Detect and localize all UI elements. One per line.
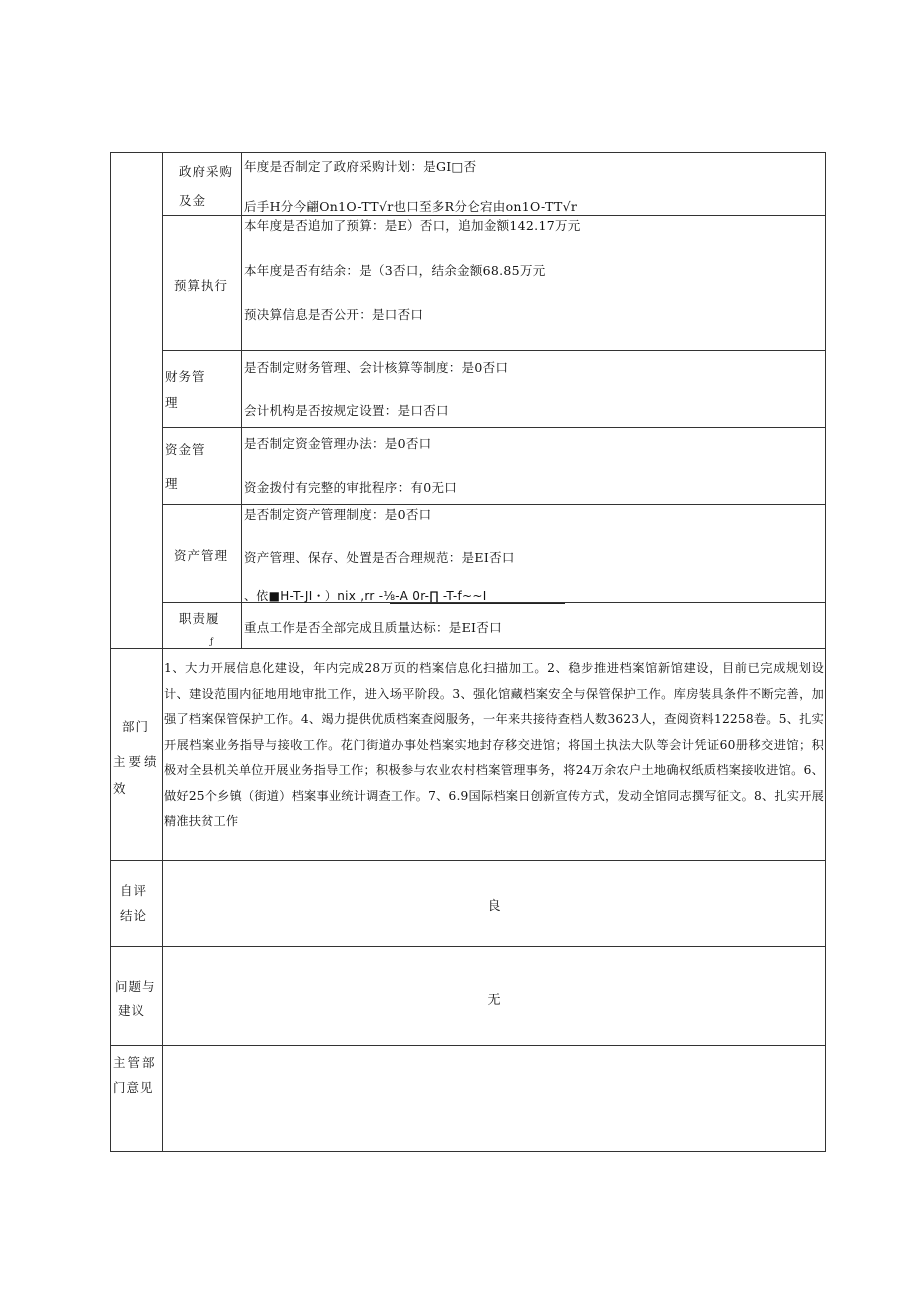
issues-label-line1: 问题与: [115, 979, 156, 994]
finance-label-line2: 理: [165, 395, 179, 410]
issues-value: 无: [487, 993, 501, 1008]
assets-storage: 资产管理、保存、处置是否合理规范：是EI否口: [244, 550, 515, 565]
row-divider-funds: [162, 504, 826, 505]
assets-garbled-line: 、依■H-T-JI・）nix ,rr -⅛-A 0r-∏ -T-f~~I: [244, 589, 487, 603]
performance-text: 1、大力开展信息化建设，年内完成28万页的档案信息化扫描加工。2、稳步推进档案馆新馆建设，目前已完成规划设计、建设范围内征地用地审批工作，进入场平阶段。3、强化馆藏档案安全与保管保护工作。库房装具条件不断完善，加强了档案保管保护工作。4、竭力提供优质档案查阅服务，一年来共接待查档人数3623人，查阅资料12258卷。5、扎实开展档案业务指导与接收工作。花门街道办事处档案实地封存移交进馆；将国土执法大队等会计凭证60册移交进馆；积极对全县机关单位开展业务指导工作；积极参与农业农村档案管理事务，将24万余农户土地确权纸质档案接收进馆。6、做好25个乡镇（街道）档案事业统计调查工作。7、6.9国际档案日创新宣传方式，发动全馆同志撰写征文。8、扎实开展精准扶贫工作: [164, 661, 824, 828]
funds-label-line1: 资金管: [165, 442, 206, 457]
evaluation-label-line2: 结论: [120, 908, 148, 923]
funds-method: 是否制定资金管理办法：是0否口: [244, 436, 432, 451]
evaluation-label-line1: 自评: [120, 883, 148, 898]
procurement-plan-question: 年度是否制定了政府采购计划：是GI□否: [244, 159, 477, 174]
assets-system: 是否制定资产管理制度：是0否口: [244, 507, 432, 522]
procurement-garbled-line: 后手H分今翩On1O-TT√r也口至多R分仑宕由on1O-TT√r: [244, 199, 578, 214]
issues-label-line2: 建议: [118, 1003, 146, 1018]
col-divider-subitem: [241, 152, 242, 648]
row-divider-finance: [162, 427, 826, 428]
supervisor-label-line2: 门意见: [113, 1080, 154, 1095]
finance-agency: 会计机构是否按规定设置：是口否口: [244, 403, 449, 418]
duties-label: 职责履: [179, 611, 220, 626]
evaluation-form-table: [110, 152, 826, 1152]
procurement-label-line2: 及金: [179, 193, 207, 208]
execution-balance: 本年度是否有结余：是（3否口，结余金额68.85万元: [244, 263, 546, 278]
funds-approval: 资金拨付有完整的审批程序：有0无口: [244, 480, 458, 495]
duties-mark: ƒ: [210, 637, 214, 646]
execution-added-budget: 本年度是否追加了预算：是E）否口，追加金额142.17万元: [244, 218, 581, 233]
assets-label: 资产管理: [174, 548, 229, 563]
row-divider-performance-end: [110, 860, 826, 861]
procurement-label-line1: 政府采购: [179, 164, 234, 179]
performance-label-line1: 部门: [122, 719, 150, 734]
row-divider-evaluation-end: [110, 946, 826, 947]
duties-key-work: 重点工作是否全部完成且质量达标：是EI否口: [244, 620, 502, 635]
execution-disclosure: 预决算信息是否公开：是口否口: [244, 307, 424, 322]
evaluation-value: 良: [487, 899, 501, 914]
performance-label-line2: 主要绩: [113, 754, 160, 769]
col-divider-category: [162, 152, 163, 648]
row-divider-execution: [162, 350, 826, 351]
execution-label: 预算执行: [174, 278, 229, 293]
finance-label-line1: 财务管: [165, 369, 206, 384]
performance-label-line3: 效: [113, 781, 127, 796]
row-divider-budget-end: [110, 648, 826, 649]
finance-system: 是否制定财务管理、会计核算等制度：是0否口: [244, 360, 509, 375]
supervisor-label-line1: 主管部: [113, 1055, 157, 1070]
row-divider-procurement: [162, 215, 826, 216]
funds-label-line2: 理: [165, 476, 179, 491]
row-divider-issues-end: [110, 1045, 826, 1046]
assets-garbled-underline: [390, 603, 565, 604]
